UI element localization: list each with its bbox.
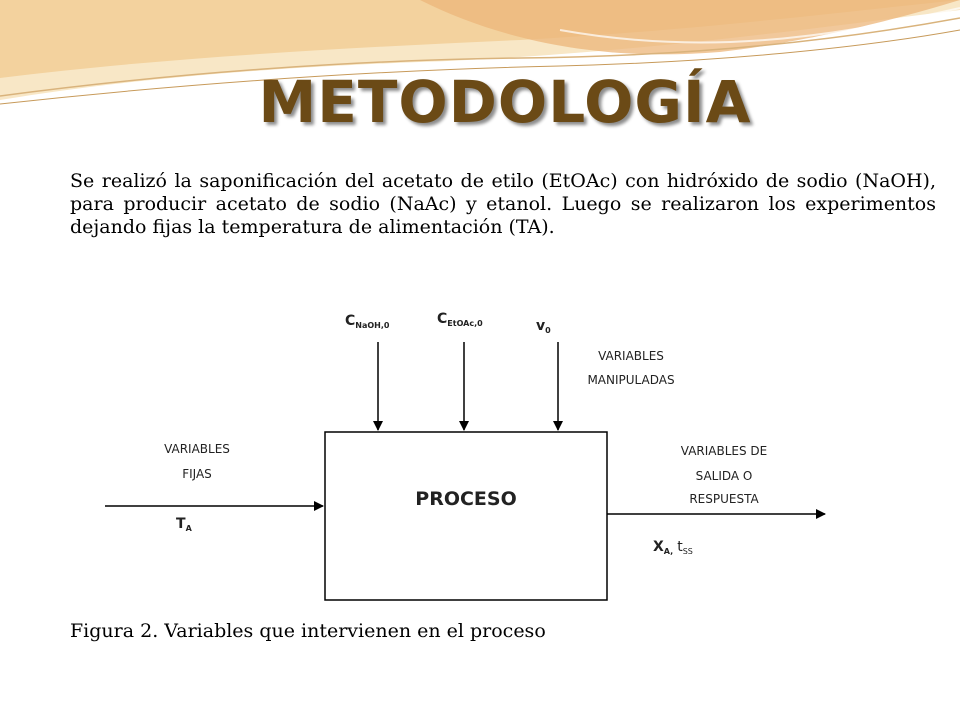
- output-variables: $X_{A,}$ $t_{SS}$: [653, 539, 693, 556]
- input-label-v0: $v_0$: [536, 318, 551, 335]
- output-label-line-1: VARIABLES DE: [680, 444, 768, 458]
- fixed-label-line-2: FIJAS: [182, 467, 212, 481]
- fixed-label-line-1: VARIABLES: [164, 442, 230, 456]
- process-label: PROCESO: [415, 488, 517, 510]
- manipulated-label-line-2: MANIPULADAS: [587, 373, 675, 387]
- output-label-line-2: SALIDA O: [695, 469, 753, 483]
- output-label-line-3: RESPUESTA: [689, 492, 759, 506]
- process-box: [325, 432, 607, 600]
- input-label-etoac: $C_{EtOAc,0}$: [437, 311, 483, 328]
- fixed-variable-ta: $T_A$: [176, 516, 192, 533]
- figure-caption: Figura 2. Variables que intervienen en el proceso: [70, 620, 546, 642]
- slide-title: METODOLOGÍA: [258, 68, 752, 136]
- process-diagram: [103, 298, 857, 616]
- input-label-naoh: $C_{NaOH,0}$: [345, 313, 390, 330]
- body-paragraph: Se realizó la saponificación del acetato de etilo (EtOAc) con hidróxido de sodio (NaOH), para producir acetato de sodio (NaAc) y etanol. Luego se realizaron los experimentos dejando fijas la temperatura de alimentación (TA).: [70, 170, 936, 238]
- manipulated-label-line-1: VARIABLES: [598, 349, 664, 363]
